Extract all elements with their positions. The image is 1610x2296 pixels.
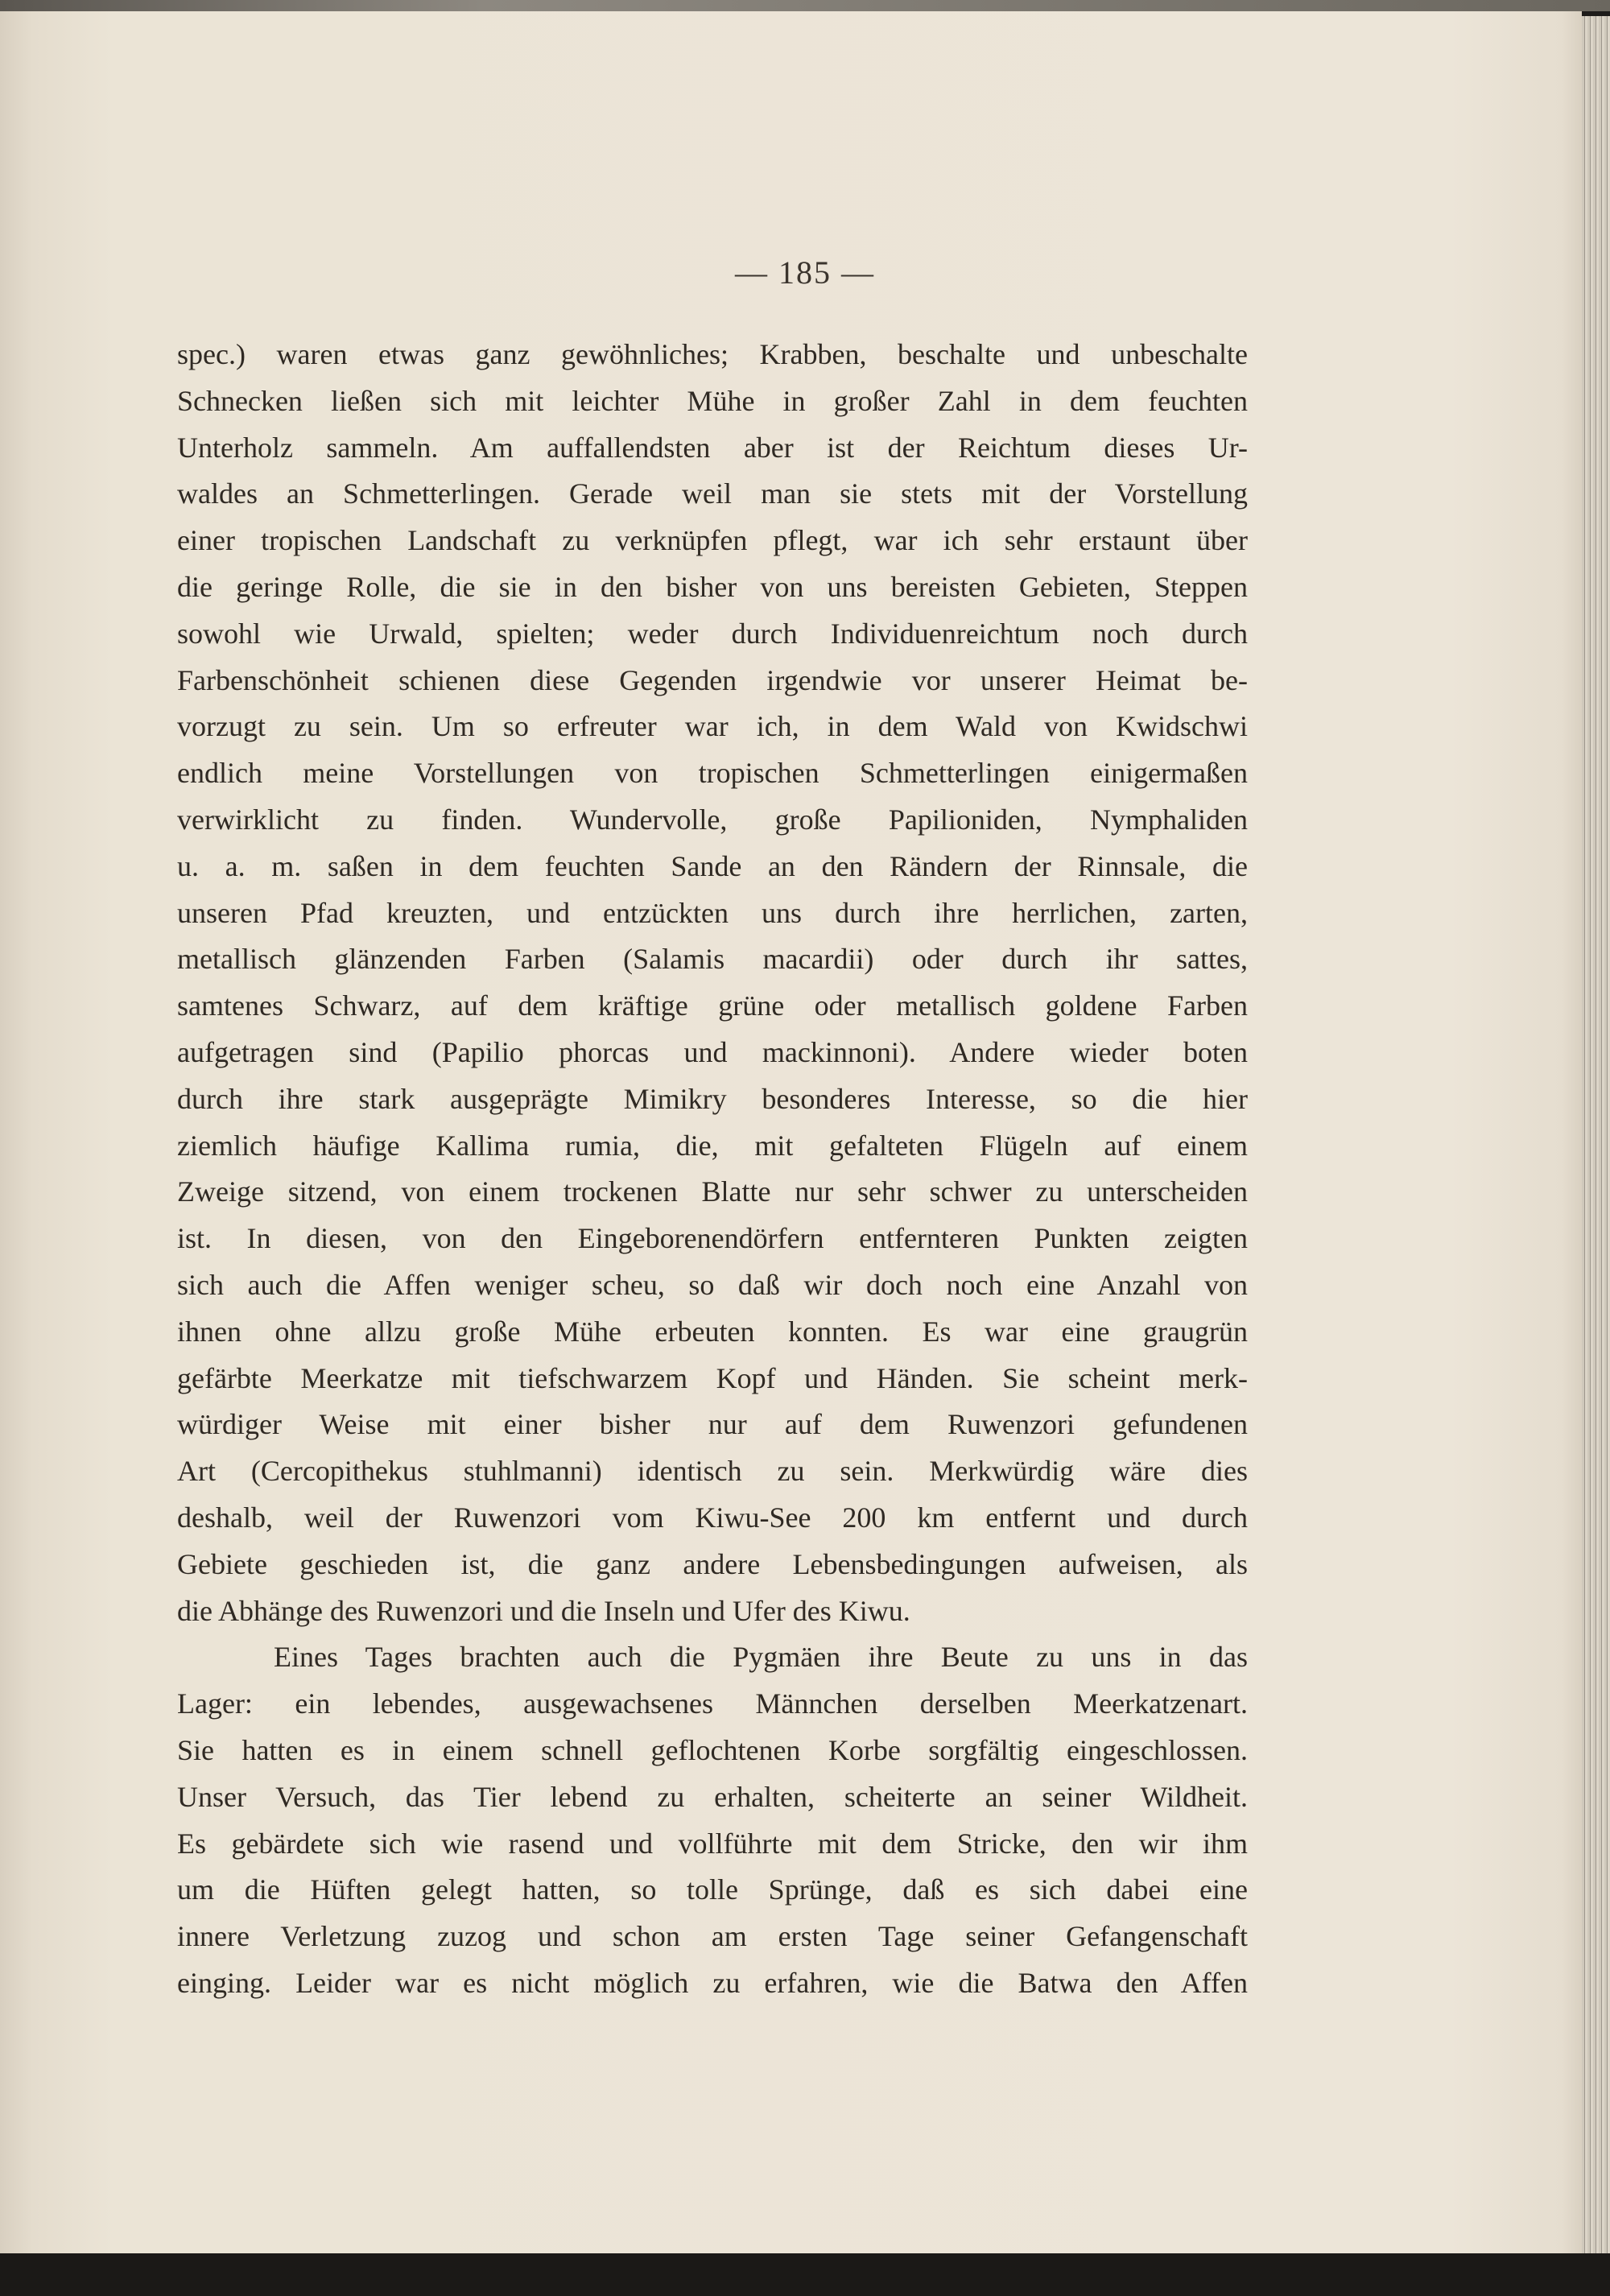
text-line: Unterholz sammeln. Am auffallendsten aber ist der Reichtum dieses Ur- (177, 431, 1248, 464)
text-line: sich auch die Affen weniger scheu, so daß wir doch noch eine Anzahl von (177, 1268, 1248, 1301)
text-line: um die Hüften gelegt hatten, so tolle Sprünge, daß es sich dabei eine (177, 1873, 1248, 1906)
text-line: u. a. m. saßen in dem feuchten Sande an den Rändern der Rinnsale, die (177, 849, 1248, 882)
text-line: endlich meine Vorstellungen von tropischen Schmetterlingen einigermaßen (177, 757, 1248, 790)
text-line: die geringe Rolle, die sie in den bisher von uns bereisten Gebieten, Steppen (177, 570, 1248, 603)
text-line: deshalb, weil der Ruwenzori vom Kiwu-See 200 km entfernt und durch (177, 1501, 1248, 1534)
text-line: Gebiete geschieden ist, die ganz andere Lebensbedingungen aufweisen, als (177, 1547, 1248, 1580)
text-line: unseren Pfad kreuzten, und entzückten uns durch ihre herrlichen, zarten, (177, 896, 1248, 929)
text-line: Farbenschönheit schienen diese Gegenden irgendwie vor unserer Heimat be- (177, 663, 1248, 696)
page-edges (1582, 16, 1610, 2262)
text-line: durch ihre stark ausgeprägte Mimikry besonderes Interesse, so die hier (177, 1082, 1248, 1115)
text-line: die Abhänge des Ruwenzori und die Inseln und Ufer des Kiwu. (177, 1594, 910, 1627)
text-line: gefärbte Meerkatze mit tiefschwarzem Kopf und Händen. Sie scheint merk- (177, 1361, 1248, 1394)
text-line: einging. Leider war es nicht möglich zu erfahren, wie die Batwa den Affen (177, 1966, 1248, 1999)
text-line: ihnen ohne allzu große Mühe erbeuten konnten. Es war eine graugrün (177, 1315, 1248, 1348)
text-line: Lager: ein lebendes, ausgewachsenes Männchen derselben Meerkatzenart. (177, 1687, 1248, 1720)
text-line: spec.) waren etwas ganz gewöhnliches; Krabben, beschalte und unbeschalte (177, 338, 1248, 370)
text-line: Es gebärdete sich wie rasend und vollführte mit dem Stricke, den wir ihm (177, 1827, 1248, 1860)
text-line: ist. In diesen, von den Eingeborenendörfern entfernteren Punkten zeigten (177, 1222, 1248, 1255)
text-line: metallisch glänzenden Farben (Salamis macardii) oder durch ihr sattes, (177, 943, 1248, 976)
text-line: Unser Versuch, das Tier lebend zu erhalten, scheiterte an seiner Wildheit. (177, 1780, 1248, 1813)
text-line: samtenes Schwarz, auf dem kräftige grüne oder metallisch goldene Farben (177, 989, 1248, 1022)
text-line: Eines Tages brachten auch die Pygmäen ihre Beute zu uns in das (274, 1641, 1248, 1674)
text-line: ziemlich häufige Kallima rumia, die, mit gefalteten Flügeln auf einem (177, 1129, 1248, 1162)
text-line: Schnecken ließen sich mit leichter Mühe in großer Zahl in dem feuchten (177, 384, 1248, 417)
text-line: einer tropischen Landschaft zu verknüpfen pflegt, war ich sehr erstaunt über (177, 524, 1248, 557)
scan-bottom-border (0, 2253, 1610, 2296)
text-line: innere Verletzung zuzog und schon am ersten Tage seiner Gefangenschaft (177, 1920, 1248, 1953)
text-line: Art (Cercopithekus stuhlmanni) identisch zu sein. Merkwürdig wäre dies (177, 1455, 1248, 1488)
text-line: Sie hatten es in einem schnell geflochtenen Korbe sorgfältig eingeschlossen. (177, 1733, 1248, 1766)
text-line: sowohl wie Urwald, spielten; weder durch Individuenreichtum noch durch (177, 617, 1248, 650)
text-line: vorzugt zu sein. Um so erfreuter war ich, in dem Wald von Kwidschwi (177, 710, 1248, 743)
text-line: würdiger Weise mit einer bisher nur auf dem Ruwenzori gefundenen (177, 1408, 1248, 1441)
page-number: — 185 — (735, 254, 875, 291)
body-text (177, 332, 1248, 2007)
scan-top-border (0, 0, 1610, 11)
text-line: verwirklicht zu finden. Wundervolle, große Papilioniden, Nymphaliden (177, 803, 1248, 836)
text-line: aufgetragen sind (Papilio phorcas und mackinnoni). Andere wieder boten (177, 1035, 1248, 1068)
text-line: Zweige sitzend, von einem trockenen Blatte nur sehr schwer zu unterscheiden (177, 1175, 1248, 1208)
text-line: waldes an Schmetterlingen. Gerade weil man sie stets mit der Vorstellung (177, 477, 1248, 510)
